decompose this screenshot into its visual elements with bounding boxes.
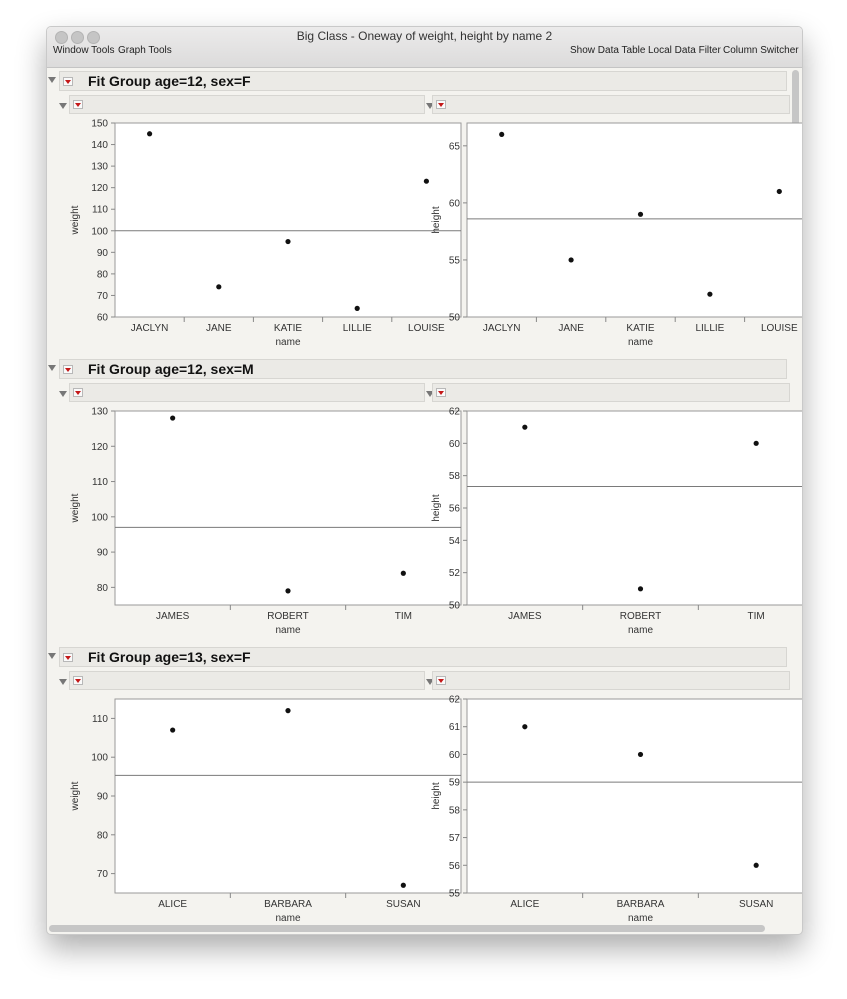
oneway-height-plot [399, 111, 803, 393]
y-tick-label: 62 [448, 694, 460, 706]
y-tick-label: 50 [448, 600, 460, 612]
x-axis-label: name [275, 913, 301, 924]
x-axis-label: name [275, 625, 301, 636]
red-triangle-menu-icon[interactable] [73, 388, 83, 397]
x-tick-label: JAMES [155, 611, 190, 622]
y-tick-label: 50 [448, 312, 460, 324]
red-triangle-menu-icon[interactable] [63, 77, 73, 86]
y-tick-label: 60 [448, 198, 460, 210]
x-tick-label: LOUISE [408, 323, 445, 334]
x-axis-label: name [627, 337, 654, 348]
y-tick-label: 54 [448, 535, 460, 547]
y-tick-label: 70 [96, 869, 108, 881]
y-tick-label: 60 [448, 438, 460, 450]
red-triangle-menu-icon[interactable] [436, 100, 446, 109]
red-triangle-menu-icon[interactable] [73, 100, 83, 109]
y-tick-label: 90 [96, 547, 108, 559]
x-tick-label: LOUISE [760, 323, 798, 334]
data-point[interactable] [777, 189, 782, 194]
fit-group-title: Fit Group age=12, sex=M [88, 361, 254, 377]
y-axis-label: height [431, 494, 442, 522]
local-data-filter-button[interactable]: Local Data Filter [648, 45, 721, 56]
disclosure-icon[interactable] [59, 103, 67, 109]
x-tick-label: ROBERT [267, 611, 309, 622]
report-window [46, 26, 803, 935]
window-title: Big Class - Oneway of weight, height by name 2 [296, 29, 553, 43]
x-tick-label: ALICE [158, 899, 188, 910]
x-tick-label: BARBARA [264, 899, 312, 910]
y-tick-label: 80 [96, 582, 108, 594]
fit-group-title: Fit Group age=12, sex=F [88, 73, 251, 89]
y-tick-label: 58 [448, 471, 460, 483]
disclosure-icon[interactable] [59, 391, 67, 397]
y-tick-label: 56 [448, 503, 460, 515]
column-switcher-button[interactable]: Column Switcher [723, 45, 799, 56]
data-point[interactable] [522, 425, 527, 430]
y-tick-label: 90 [96, 791, 108, 803]
data-point[interactable] [285, 239, 290, 244]
fit-group-header [59, 71, 787, 91]
y-tick-label: 59 [448, 777, 460, 789]
x-tick-label: JANE [206, 323, 232, 334]
x-tick-label: SUSAN [738, 899, 774, 910]
x-tick-label: JACLYN [482, 323, 521, 334]
data-point[interactable] [499, 132, 504, 137]
y-tick-label: 61 [448, 722, 460, 734]
x-tick-label: KATIE [626, 323, 655, 334]
red-triangle-menu-icon[interactable] [63, 653, 73, 662]
x-axis-label: name [627, 625, 654, 636]
data-point[interactable] [147, 131, 152, 136]
y-axis-label: weight [70, 493, 81, 523]
y-tick-label: 56 [448, 860, 460, 872]
menu-window-tools[interactable]: Window Tools [53, 45, 115, 56]
data-point[interactable] [638, 752, 643, 757]
y-tick-label: 110 [92, 204, 108, 216]
y-tick-label: 62 [448, 406, 460, 418]
y-tick-label: 140 [91, 140, 108, 152]
y-tick-label: 65 [448, 141, 460, 153]
x-tick-label: LILLIE [695, 323, 725, 334]
y-tick-label: 120 [91, 441, 108, 453]
disclosure-icon[interactable] [48, 77, 56, 83]
x-tick-label: ROBERT [619, 611, 662, 622]
data-point[interactable] [754, 863, 759, 868]
x-tick-label: TIM [394, 611, 412, 622]
disclosure-icon[interactable] [59, 679, 67, 685]
red-triangle-menu-icon[interactable] [436, 676, 446, 685]
x-tick-label: ALICE [510, 899, 540, 910]
y-axis-label: height [431, 782, 442, 810]
y-tick-label: 60 [96, 312, 108, 324]
title-bar [47, 27, 802, 68]
data-point[interactable] [638, 212, 643, 217]
y-tick-label: 60 [448, 749, 460, 761]
data-point[interactable] [170, 727, 175, 732]
plot-frame[interactable] [467, 699, 803, 893]
data-point[interactable] [754, 441, 759, 446]
x-axis-label: name [275, 337, 301, 348]
data-point[interactable] [707, 292, 712, 297]
x-tick-label: TIM [747, 611, 765, 622]
red-triangle-menu-icon[interactable] [63, 365, 73, 374]
data-point[interactable] [569, 257, 574, 262]
data-point[interactable] [216, 284, 221, 289]
y-tick-label: 100 [91, 226, 108, 238]
y-tick-label: 110 [92, 713, 108, 725]
report-content [47, 68, 802, 934]
y-axis-label: height [431, 206, 442, 234]
x-axis-label: name [627, 913, 654, 924]
menu-graph-tools[interactable]: Graph Tools [118, 45, 172, 56]
y-axis-label: weight [70, 205, 81, 235]
plot-frame[interactable] [467, 123, 803, 317]
red-triangle-menu-icon[interactable] [73, 676, 83, 685]
y-tick-label: 70 [96, 290, 108, 302]
data-point[interactable] [522, 724, 527, 729]
y-tick-label: 55 [448, 255, 460, 267]
fit-group-title: Fit Group age=13, sex=F [88, 649, 251, 665]
x-tick-label: LILLIE [342, 323, 372, 334]
x-tick-label: KATIE [273, 323, 303, 334]
y-tick-label: 150 [91, 118, 108, 130]
y-tick-label: 110 [92, 477, 108, 489]
fit-group-header [59, 647, 787, 667]
y-tick-label: 52 [448, 568, 460, 580]
y-tick-label: 120 [91, 183, 108, 195]
x-tick-label: BARBARA [616, 899, 665, 910]
fit-group-header [59, 359, 787, 379]
y-tick-label: 58 [448, 805, 460, 817]
data-point[interactable] [285, 588, 290, 593]
y-axis-label: weight [70, 781, 81, 811]
disclosure-icon[interactable] [48, 653, 56, 659]
data-point[interactable] [285, 708, 290, 713]
red-triangle-menu-icon[interactable] [436, 388, 446, 397]
y-tick-label: 100 [91, 512, 108, 524]
y-tick-label: 130 [91, 406, 108, 418]
y-tick-label: 80 [96, 830, 108, 842]
disclosure-icon[interactable] [48, 365, 56, 371]
y-tick-label: 57 [448, 833, 460, 845]
y-tick-label: 90 [96, 247, 108, 259]
data-point[interactable] [638, 586, 643, 591]
y-tick-label: 55 [448, 888, 460, 900]
x-tick-label: SUSAN [386, 899, 421, 910]
x-tick-label: JACLYN [130, 323, 169, 334]
oneway-height-plot [399, 399, 803, 681]
data-point[interactable] [355, 306, 360, 311]
oneway-height-plot [399, 687, 803, 935]
y-tick-label: 100 [91, 752, 108, 764]
y-tick-label: 130 [91, 161, 108, 173]
y-tick-label: 80 [96, 269, 108, 281]
plot-frame[interactable] [467, 411, 803, 605]
x-tick-label: JANE [558, 323, 584, 334]
data-point[interactable] [170, 415, 175, 420]
show-data-table-button[interactable]: Show Data Table [570, 45, 646, 56]
x-tick-label: JAMES [508, 611, 542, 622]
